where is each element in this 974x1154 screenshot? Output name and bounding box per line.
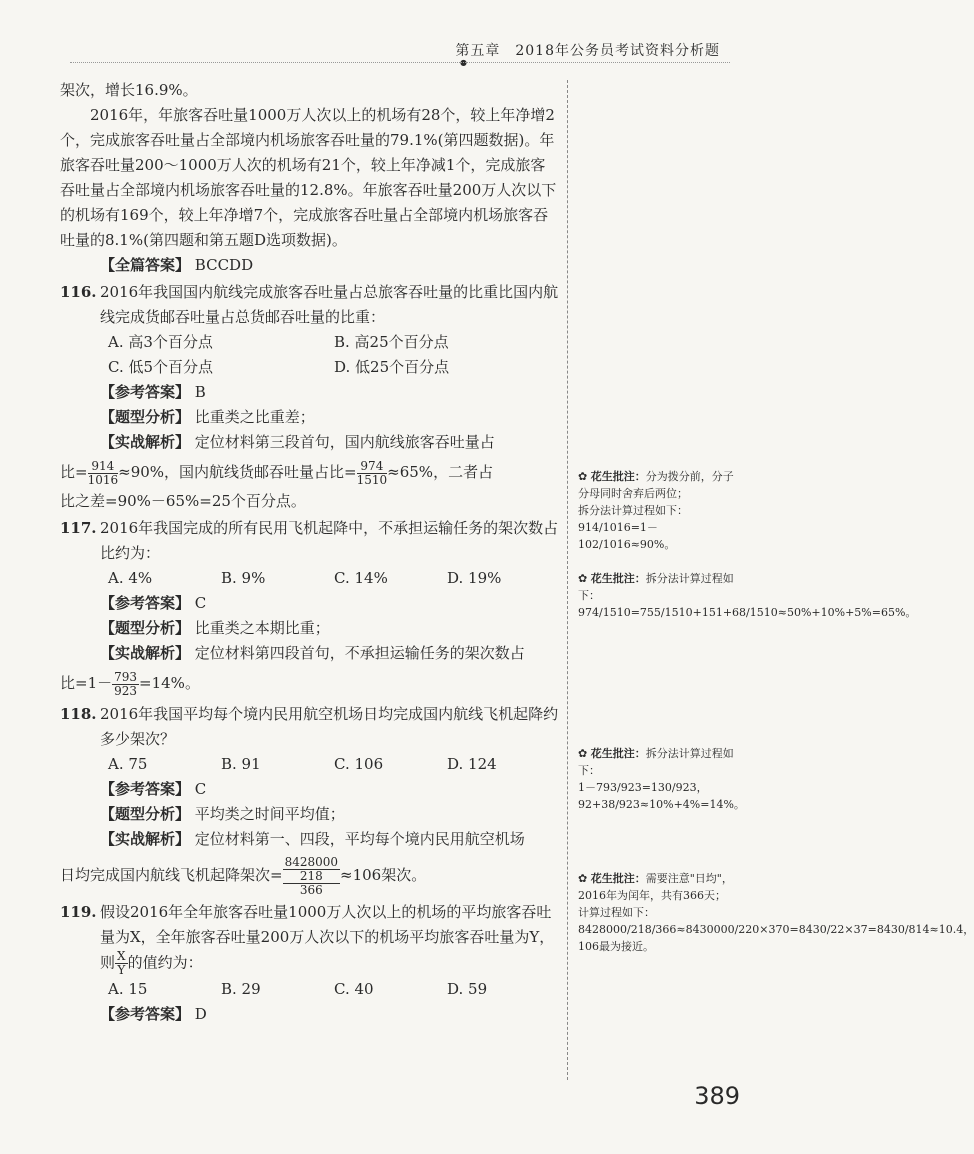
flower-icon: ✿ (578, 872, 588, 885)
note-head: 花生批注： (590, 747, 646, 760)
ref-answer-119 (60, 1002, 560, 1027)
question-118 (60, 702, 560, 752)
formula-text: ≈65%，二者占 (387, 463, 494, 481)
fraction (283, 856, 340, 897)
option-d: D. 19% (447, 569, 502, 587)
formula-text: ≈106架次。 (340, 866, 427, 884)
formula-text: 比=1－ (60, 674, 113, 692)
option-b: B. 高25个百分点 (334, 333, 449, 351)
note-body: 拆分法计算过程如下： (578, 747, 734, 777)
note-body: 计算过程如下： (578, 906, 655, 919)
margin-divider (567, 80, 568, 1080)
denominator: 1510 (356, 472, 388, 487)
ref-value: C (194, 780, 207, 798)
question-number: 117. (60, 519, 97, 537)
full-answer-label: 【全篇答案】 (100, 256, 191, 274)
note-calc: 974/1510=755/1510+151+68/1510≈50%+10%+5%=65%。 (578, 606, 917, 619)
page-number: 389 (694, 1082, 740, 1110)
solve-label: 【实战解析】 (100, 830, 191, 848)
fraction (88, 460, 119, 487)
ref-label: 【参考答案】 (100, 1005, 191, 1023)
type-label: 【题型分析】 (100, 619, 191, 637)
note-head: 花生批注： (590, 872, 646, 885)
option-a: A. 75 (108, 755, 148, 773)
option-d: D. 124 (447, 755, 497, 773)
type-label: 【题型分析】 (100, 805, 191, 823)
note-body: 拆分法计算过程如下： (578, 572, 734, 602)
solution-117 (60, 641, 560, 666)
numerator: 793 (114, 669, 138, 684)
fraction (112, 671, 139, 698)
formula-text: ≈90%，国内航线货邮吞吐量占比= (118, 463, 357, 481)
margin-note-3 (578, 745, 745, 813)
header-bullet: ● (460, 58, 467, 67)
flower-icon: ✿ (578, 470, 588, 483)
intro-paragraph: 2016年，年旅客吞吐量1000万人次以上的机场有28个，较上年净增2个，完成旅客吞吐量占全部境内机场旅客吞吐量的79.1%(第四题数据)。年旅客吞吐量200～1000万人次的机场有21个，较上年净减1个，完成旅客吞吐量占全部境内机场旅客吞吐量的12.8%。年旅客吞吐量200万人次以下的机场有169个，较上年净增7个，完成旅客吞吐量占全部境内机场旅客吞吐量的8.1%(第四题和第五题D选项数据)。 (60, 106, 557, 249)
options-116 (60, 330, 560, 380)
denominator: 366 (299, 882, 323, 897)
option-d: D. 59 (447, 980, 488, 998)
question-text-part: 的值约为： (127, 953, 203, 972)
note-body: 拆分法计算过程如下： (578, 504, 688, 517)
margin-note-1 (578, 468, 738, 553)
main-column (60, 78, 560, 1027)
note-head: 花生批注： (590, 470, 646, 483)
question-number: 119. (60, 903, 97, 921)
denominator: 1016 (87, 472, 119, 487)
option-b: B. 91 (221, 755, 261, 773)
formula-text: 日均完成国内航线飞机起降架次= (60, 866, 283, 884)
solution-118-formula (60, 852, 560, 898)
numerator: 218 (283, 870, 340, 884)
solve-label: 【实战解析】 (100, 644, 191, 662)
margin-note-4 (578, 870, 974, 955)
question-text: 2016年我国平均每个境内民用航空机场日均完成国内航线飞机起降约多少架次？ (100, 705, 559, 748)
running-header: 第五章 2018年公务员考试资料分析题 (455, 43, 720, 59)
denominator: 923 (114, 683, 138, 698)
options-119 (60, 977, 560, 1002)
formula-text: 比= (60, 463, 88, 481)
ref-answer-117 (60, 591, 560, 616)
ref-answer-118 (60, 777, 560, 802)
ref-value: C (194, 594, 207, 612)
question-116 (60, 280, 560, 330)
question-text: 2016年我国完成的所有民用飞机起降中，不承担运输任务的架次数占比约为： (100, 519, 559, 562)
type-value: 比重类之本期比重； (194, 619, 330, 637)
solve-text: 定位材料第四段首句，不承担运输任务的架次数占 (194, 644, 525, 662)
ref-label: 【参考答案】 (100, 383, 191, 401)
margin-note-2 (578, 570, 917, 621)
options-117 (60, 566, 560, 591)
ref-answer-116 (60, 380, 560, 405)
question-number: 116. (60, 283, 97, 301)
intro-line: 架次，增长16.9%。 (60, 81, 198, 99)
option-b: B. 9% (221, 569, 266, 587)
solution-116 (60, 430, 560, 455)
option-a: A. 15 (108, 980, 148, 998)
solution-118 (60, 827, 560, 852)
type-analysis-116 (60, 405, 560, 430)
question-119 (60, 900, 560, 977)
question-text (100, 900, 560, 977)
full-answer-value: BCCDD (194, 256, 254, 274)
note-calc: 8428000/218/366≈8430000/220×370=8430/22×37=8430/814≈10.4，106最为接近。 (578, 923, 974, 953)
numerator: X (117, 949, 126, 963)
type-analysis-117 (60, 616, 560, 641)
numerator: 8428000 (284, 854, 339, 869)
formula-text: =14%。 (139, 674, 200, 692)
fraction (357, 460, 388, 487)
question-text: 2016年我国国内航线完成旅客吞吐量占总旅客吞吐量的比重比国内航线完成货邮吞吐量占总货邮吞吐量的比重： (100, 283, 559, 326)
option-d: D. 低25个百分点 (334, 358, 450, 376)
question-number: 118. (60, 705, 97, 723)
note-body: 需要注意"日均"，2016年为闰年，共有366天； (578, 872, 733, 902)
option-a: A. 4% (108, 569, 153, 587)
denominator: Y (117, 963, 126, 977)
solution-116-formula (60, 455, 560, 489)
note-calc: 914/1016=1－102/1016≈90%。 (578, 521, 676, 551)
type-value: 比重类之比重差； (194, 408, 315, 426)
type-analysis-118 (60, 802, 560, 827)
question-text-part: 假设2016年全年旅客吞吐量1000万人次以上的机场的平均旅客吞吐量为X，全年旅客吞吐量200万人次以下的机场平均旅 (100, 903, 552, 946)
solution-117-formula (60, 666, 560, 700)
numerator: 914 (88, 460, 119, 474)
question-text-part: 客吞吐量为Y，则 (100, 928, 555, 972)
option-c: C. 14% (334, 569, 388, 587)
ref-label: 【参考答案】 (100, 594, 191, 612)
option-c: C. 低5个百分点 (108, 358, 214, 376)
ref-value: D (194, 1005, 207, 1023)
option-c: C. 106 (334, 755, 384, 773)
option-b: B. 29 (221, 980, 261, 998)
fraction (115, 950, 128, 977)
full-answer-row (60, 253, 560, 278)
option-c: C. 40 (334, 980, 374, 998)
ref-label: 【参考答案】 (100, 780, 191, 798)
type-label: 【题型分析】 (100, 408, 191, 426)
note-body: 分为拨分前，分子分母同时舍弃后两位； (578, 470, 734, 500)
note-calc: 1－793/923=130/923，92+38/923≈10%+4%=14%。 (578, 781, 745, 811)
solution-116-end: 比之差=90%－65%=25个百分点。 (60, 492, 306, 510)
flower-icon: ✿ (578, 572, 588, 585)
question-117 (60, 516, 560, 566)
solve-text: 定位材料第三段首句，国内航线旅客吞吐量占 (194, 433, 495, 451)
solve-text: 定位材料第一、四段，平均每个境内民用航空机场 (194, 830, 525, 848)
type-value: 平均类之时间平均值； (194, 805, 345, 823)
header-rule (70, 62, 730, 63)
solve-label: 【实战解析】 (100, 433, 191, 451)
flower-icon: ✿ (578, 747, 588, 760)
options-118 (60, 752, 560, 777)
numerator: 974 (357, 460, 388, 474)
ref-value: B (194, 383, 206, 401)
sub-fraction (283, 870, 340, 897)
option-a: A. 高3个百分点 (108, 333, 213, 351)
note-head: 花生批注： (590, 572, 646, 585)
